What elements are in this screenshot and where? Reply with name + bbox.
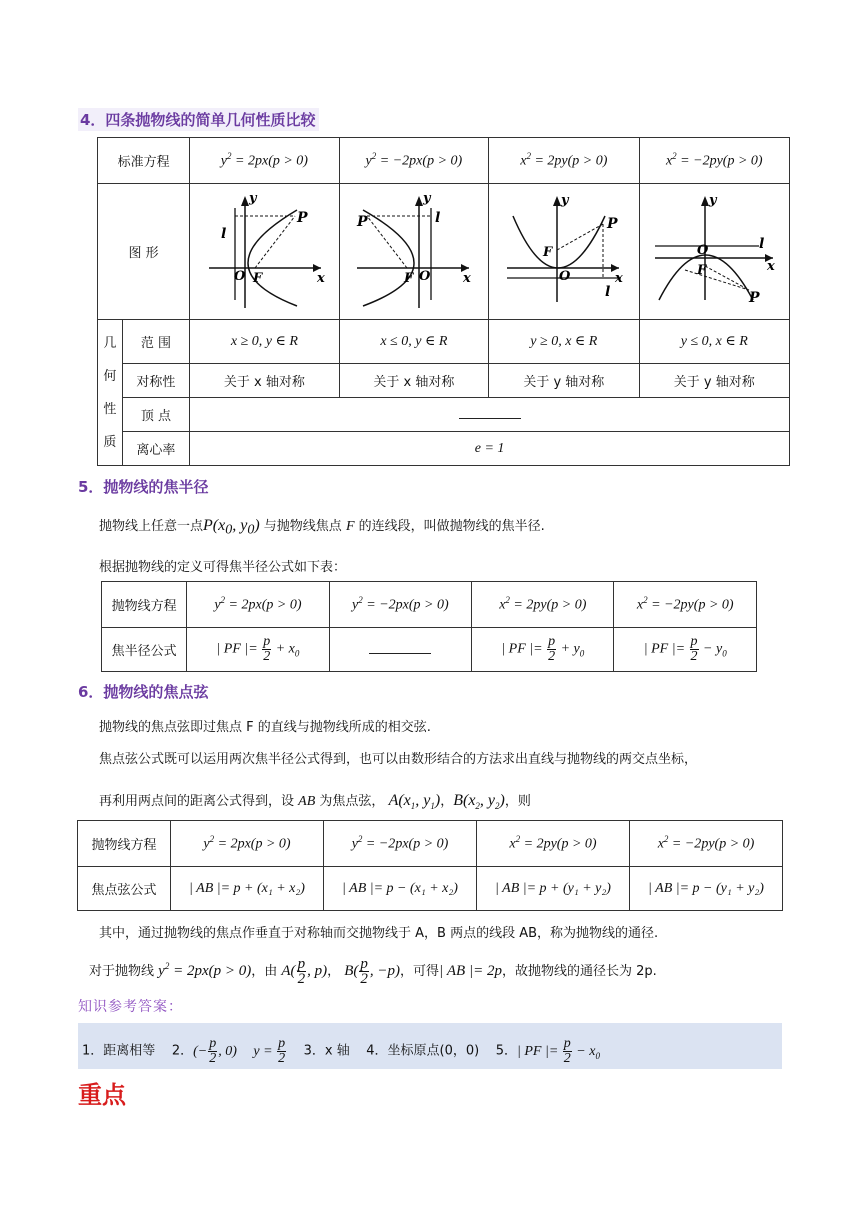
svg-text:y: y (560, 192, 569, 208)
answers-line: 1．距离相等 2．(− $\frac{p}{2}$ , 0) y = $\frac{p}{2}$ 3．x 轴 4．坐标原点(0，0) 5．| PF |= $\frac{p}{2}$ − $x_0$ (82, 1036, 600, 1066)
eccentricity-value: e = 1 (190, 432, 790, 466)
section-6-para-4: 其中，通过抛物线的焦点作垂直于对称轴而交抛物线于 A，B 两点的线段 AB，称为抛物线的通径. (99, 926, 659, 941)
fr-header-formula: 焦半径公式 (102, 628, 187, 672)
row-header-eccentricity: 离心率 (122, 432, 189, 466)
graph-left-opening (339, 184, 488, 320)
svg-text:P: P (297, 209, 308, 226)
symmetry-1: 关于 x 轴对称 (190, 364, 339, 398)
fr-equation-2: $y^2 = -2px(p > 0)$ (329, 582, 472, 628)
fc-formula-1: | AB |= p + (x₁ + x₂) (171, 867, 324, 911)
section-6-para-3: 再利用两点间的距离公式得到，设 AB 为焦点弦， $A(x_1$, $y_1$)，$B(x_2$, $y_2$)，则 (99, 792, 531, 812)
equation-3: $x^2 = 2py(p > 0)$ (489, 138, 639, 184)
section-6-title: 6．抛物线的焦点弦 (78, 683, 209, 701)
section-5-title: 5．抛物线的焦半径 (78, 478, 209, 496)
fc-formula-2: | AB |= p − (x₁ + x₂) (324, 867, 477, 911)
fr-equation-3: $x^2 = 2py(p > 0)$ (472, 582, 614, 628)
svg-text:O: O (234, 268, 246, 284)
symmetry-3: 关于 y 轴对称 (489, 364, 639, 398)
fc-equation-4: $x^2 = -2py(p > 0)$ (630, 821, 783, 867)
symmetry-2: 关于 x 轴对称 (339, 364, 488, 398)
svg-text:y: y (249, 190, 257, 206)
svg-text:x: x (462, 270, 471, 286)
section-6-para-2: 焦点弦公式既可以运用两次焦半径公式得到，也可以由数形结合的方法求出直线与抛物线的两交点坐标， (99, 752, 698, 767)
svg-text:l: l (759, 235, 765, 252)
fc-equation-2: $y^2 = -2px(p > 0)$ (324, 821, 477, 867)
row-header-graph: 图 形 (98, 184, 190, 320)
fc-equation-1: $y^2 = 2px(p > 0)$ (171, 821, 324, 867)
symmetry-4: 关于 y 轴对称 (639, 364, 789, 398)
fc-equation-3: $x^2 = 2py(p > 0)$ (477, 821, 630, 867)
graph-down-opening (639, 184, 789, 320)
parabola-up-svg (499, 190, 629, 310)
svg-text:O: O (418, 268, 431, 284)
fr-header-equation: 抛物线方程 (102, 582, 187, 628)
fr-formula-3: | PF |= $\frac{p}{2}$ + $y_0$ (472, 628, 614, 672)
fc-formula-4: | AB |= p − (y₁ + y₂) (630, 867, 783, 911)
side-header: 几 何 性 质 (98, 320, 123, 466)
fr-formula-1: | PF |= $\frac{p}{2}$ + $x_0$ (187, 628, 329, 672)
equation-1: $y^2 = 2px(p > 0)$ (190, 138, 339, 184)
section-5-para-2: 根据抛物线的定义可得焦半径公式如下表： (99, 560, 347, 575)
svg-text:x: x (767, 258, 776, 274)
svg-text:F: F (542, 244, 553, 260)
range-2: x ≤ 0, y ∈ R (339, 320, 488, 364)
svg-text:P: P (606, 215, 618, 232)
range-1: x ≥ 0, y ∈ R (190, 320, 339, 364)
row-header-vertex: 顶 点 (122, 398, 189, 432)
svg-text:l: l (604, 283, 611, 300)
svg-text:F: F (697, 262, 707, 278)
fr-formula-2-blank (329, 628, 472, 672)
row-header-equation: 标准方程 (98, 138, 190, 184)
fc-formula-3: | AB |= p + (y₁ + y₂) (477, 867, 630, 911)
section-4-title: 4．四条抛物线的简单几何性质比较 (78, 108, 319, 131)
section-6-para-5: 对于抛物线 $y^2 = 2px(p > 0)$，由 A( $\frac{p}{2}$ , p)， B( $\frac{p}{2}$ , −p)，可得| AB |= 2p，故抛物线的通径长为 2p. (89, 956, 657, 987)
svg-text:y: y (422, 190, 431, 206)
svg-text:P: P (356, 213, 368, 230)
row-header-symmetry: 对称性 (122, 364, 189, 398)
parabola-left-svg (349, 190, 479, 310)
svg-text:F: F (403, 270, 414, 286)
fc-header-formula: 焦点弦公式 (78, 867, 171, 911)
svg-text:y: y (709, 192, 717, 208)
section-6-para-1: 抛物线的焦点弦即过焦点 F 的直线与抛物线所成的相交弦. (99, 720, 431, 735)
properties-table (97, 137, 790, 466)
fr-equation-1: $y^2 = 2px(p > 0)$ (187, 582, 329, 628)
range-4: y ≤ 0, x ∈ R (639, 320, 789, 364)
fr-formula-4: | PF |= $\frac{p}{2}$ − $y_0$ (614, 628, 757, 672)
focal-radius-table (101, 581, 757, 672)
svg-text:O: O (697, 242, 709, 258)
range-3: y ≥ 0, x ∈ R (489, 320, 639, 364)
parabola-right-svg (199, 190, 329, 310)
svg-text:P: P (749, 289, 760, 306)
vertex-blank (190, 398, 790, 432)
graph-up-opening (489, 184, 639, 320)
svg-text:O: O (558, 268, 571, 284)
svg-text:x: x (317, 270, 326, 286)
equation-4: $x^2 = -2py(p > 0)$ (639, 138, 789, 184)
focal-chord-table (77, 820, 783, 911)
answers-label: 知识参考答案： (78, 999, 183, 1015)
svg-text:x: x (614, 270, 623, 286)
svg-text:l: l (434, 209, 441, 226)
answers-box (78, 1023, 782, 1069)
graph-right-opening (190, 184, 339, 320)
parabola-down-svg (649, 190, 779, 310)
equation-2: $y^2 = -2px(p > 0)$ (339, 138, 488, 184)
fc-header-equation: 抛物线方程 (78, 821, 171, 867)
section-5-para-1: 抛物线上任意一点$P(x_0$, $y_0$) 与抛物线焦点 F 的连线段，叫做抛物线的焦半径. (99, 517, 545, 538)
key-points-heading: 重点 (78, 1081, 126, 1109)
fr-equation-4: $x^2 = -2py(p > 0)$ (614, 582, 757, 628)
row-header-range: 范 围 (122, 320, 189, 364)
svg-text:F: F (253, 270, 263, 286)
svg-text:l: l (221, 225, 227, 242)
